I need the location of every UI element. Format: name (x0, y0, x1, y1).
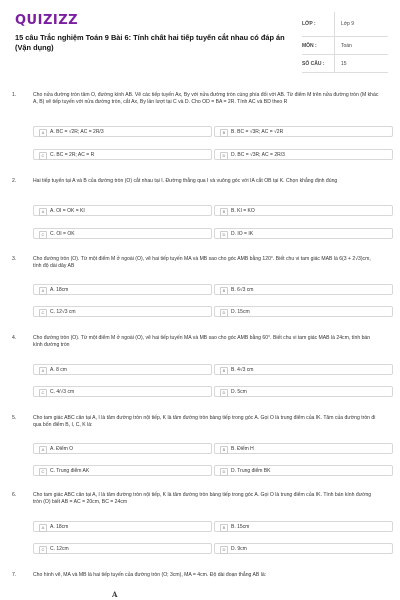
option-letter: C (39, 231, 47, 239)
option-text: A. 18cm (50, 287, 69, 293)
question-text: Cho tam giác ABC cân tại A, I là tâm đường tròn nội tiếp, K là tâm đường tròn bàng tiếp trong góc A. Gọi O là trung điểm của IK. Tính bán kính đường tròn (O) biết AB = AC = 20cm, BC = 24cm (33, 492, 372, 505)
question-text: Cho nửa đường tròn tâm O, đường kính AB. Vẽ các tiếp tuyến Ax, By với nửa đường tròn cùng phía đối với AB. Từ điểm M trên nửa đường tròn (M khác A, B) vẽ tiếp tuyến với nửa đường tròn, cắt Ax, By lần lượt tại C và D. Cho OD = BA = 2R. Tính AC và BD theo R (33, 92, 379, 105)
option-text: A. 18cm (50, 524, 69, 530)
option-5a[interactable] (33, 443, 212, 454)
option-letter: C (39, 468, 47, 476)
figure-label: A (112, 590, 118, 599)
question-number: 1. (12, 92, 17, 98)
option-letter: A (39, 129, 47, 137)
option-text: C. Trung điểm AK (50, 468, 90, 474)
question-number: 5. (12, 415, 17, 421)
option-2a[interactable] (33, 205, 212, 216)
option-letter: C (39, 309, 47, 317)
option-text: B. BC = √3R; AC = √2R (231, 129, 284, 135)
option-letter: D (220, 231, 228, 239)
option-text: B. 4√3 cm (231, 367, 254, 373)
option-letter: D (220, 389, 228, 397)
option-1d[interactable] (214, 149, 393, 160)
meta-label: SỐ CÂU : (302, 60, 325, 67)
option-text: D. 5cm (231, 389, 247, 395)
option-text: C. 12cm (50, 546, 69, 552)
option-6a[interactable] (33, 521, 212, 532)
option-3a[interactable] (33, 284, 212, 295)
option-2d[interactable] (214, 228, 393, 239)
option-4d[interactable] (214, 386, 393, 397)
question-number: 2. (12, 178, 17, 184)
meta-value: 15 (334, 55, 388, 72)
option-letter: B (220, 367, 228, 375)
meta-label: MÔN : (302, 42, 317, 49)
option-letter: B (220, 287, 228, 295)
option-5b[interactable] (214, 443, 393, 454)
option-text: B. 6√3 cm (231, 287, 254, 293)
option-text: C. BC = 2R; AC = R (50, 152, 95, 158)
option-text: A. OI = OK = KI (50, 208, 85, 214)
option-text: C. 12√3 cm (50, 309, 76, 315)
option-4c[interactable] (33, 386, 212, 397)
option-letter: B (220, 446, 228, 454)
option-2c[interactable] (33, 228, 212, 239)
option-1a[interactable] (33, 126, 212, 137)
question-text: Hai tiếp tuyến tại A và B của đường tròn (O) cắt nhau tại I. Đường thẳng qua I và vuông góc với IA cắt OB tại K. Chọn khẳng định đúng (33, 178, 338, 184)
option-text: D. Trung điểm BK (231, 468, 271, 474)
question-text: Cho hình vẽ, MA và MB là hai tiếp tuyến của đường tròn (O; 3cm), MA = 4cm. Độ dài đoạn thẳng AB là: (33, 572, 267, 578)
question-number: 4. (12, 335, 17, 341)
option-text: D. IO = IK (231, 231, 254, 237)
option-3d[interactable] (214, 306, 393, 317)
meta-row-grade (302, 12, 388, 37)
page-title: 15 câu Trắc nghiệm Toán 9 Bài 6: Tính chất hai tiếp tuyến cắt nhau có đáp án (Vận dụng) (15, 33, 285, 52)
option-6b[interactable] (214, 521, 393, 532)
option-1b[interactable] (214, 126, 393, 137)
option-6c[interactable] (33, 543, 212, 554)
option-2b[interactable] (214, 205, 393, 216)
option-1c[interactable] (33, 149, 212, 160)
question-number: 6. (12, 492, 17, 498)
option-5c[interactable] (33, 465, 212, 476)
option-3b[interactable] (214, 284, 393, 295)
option-letter: B (220, 208, 228, 216)
option-5d[interactable] (214, 465, 393, 476)
option-text: B. Điểm H (231, 446, 254, 452)
question-number: 3. (12, 256, 17, 262)
option-text: A. 8 cm (50, 367, 67, 373)
meta-row-count (302, 55, 388, 73)
option-letter: A (39, 287, 47, 295)
option-letter: C (39, 152, 47, 160)
option-letter: A (39, 367, 47, 375)
option-text: A. BC = √2R; AC = 2R/3 (50, 129, 104, 135)
meta-value: Lớp 9 (334, 12, 388, 36)
option-text: B. KI = KO (231, 208, 255, 214)
meta-label: LỚP : (302, 21, 316, 27)
option-6d[interactable] (214, 543, 393, 554)
option-letter: B (220, 524, 228, 532)
option-letter: C (39, 389, 47, 397)
option-4a[interactable] (33, 364, 212, 375)
question-text: Cho đường tròn (O). Từ một điểm M ở ngoài (O), vẽ hai tiếp tuyến MA và MB sao cho góc AMB bằng 120°. Biết chu vi tam giác MAB là 6(3 + 2√3)cm, tính độ dài dây AB (33, 256, 371, 269)
option-letter: A (39, 208, 47, 216)
option-text: D. 15cm (231, 309, 250, 315)
option-text: D. 9cm (231, 546, 247, 552)
option-3c[interactable] (33, 306, 212, 317)
option-text: C. OI = OK (50, 231, 75, 237)
option-letter: C (39, 546, 47, 554)
option-text: A. Điểm O (50, 446, 74, 452)
question-text: Cho đường tròn (O). Từ một điểm M ở ngoài (O), vẽ hai tiếp tuyến MA và MB sao cho góc AMB bằng 60°. Biết chu vi tam giác MAB là 24cm, tính bán kính đường tròn (33, 335, 371, 348)
option-letter: D (220, 309, 228, 317)
option-letter: A (39, 446, 47, 454)
meta-table (302, 12, 388, 73)
option-letter: D (220, 546, 228, 554)
option-letter: B (220, 129, 228, 137)
option-text: C. 4/√3 cm (50, 389, 75, 395)
option-letter: D (220, 468, 228, 476)
option-4b[interactable] (214, 364, 393, 375)
meta-row-subject (302, 37, 388, 55)
meta-value: Toán (334, 37, 388, 54)
question-number: 7. (12, 572, 17, 578)
quizizz-logo: QUIZIZZ (15, 13, 79, 28)
option-text: B. 15cm (231, 524, 250, 530)
option-letter: D (220, 152, 228, 160)
question-text: Cho tam giác ABC cân tại A, I là tâm đường tròn nội tiếp, K là tâm đường tròn bàng tiếp trong góc A. Gọi O là trung điểm của IK. Tâm của đường tròn đi qua bốn điểm B, I, C, K là: (33, 415, 376, 428)
option-letter: A (39, 524, 47, 532)
option-text: D. BC = √3R; AC = 2R/3 (231, 152, 285, 158)
